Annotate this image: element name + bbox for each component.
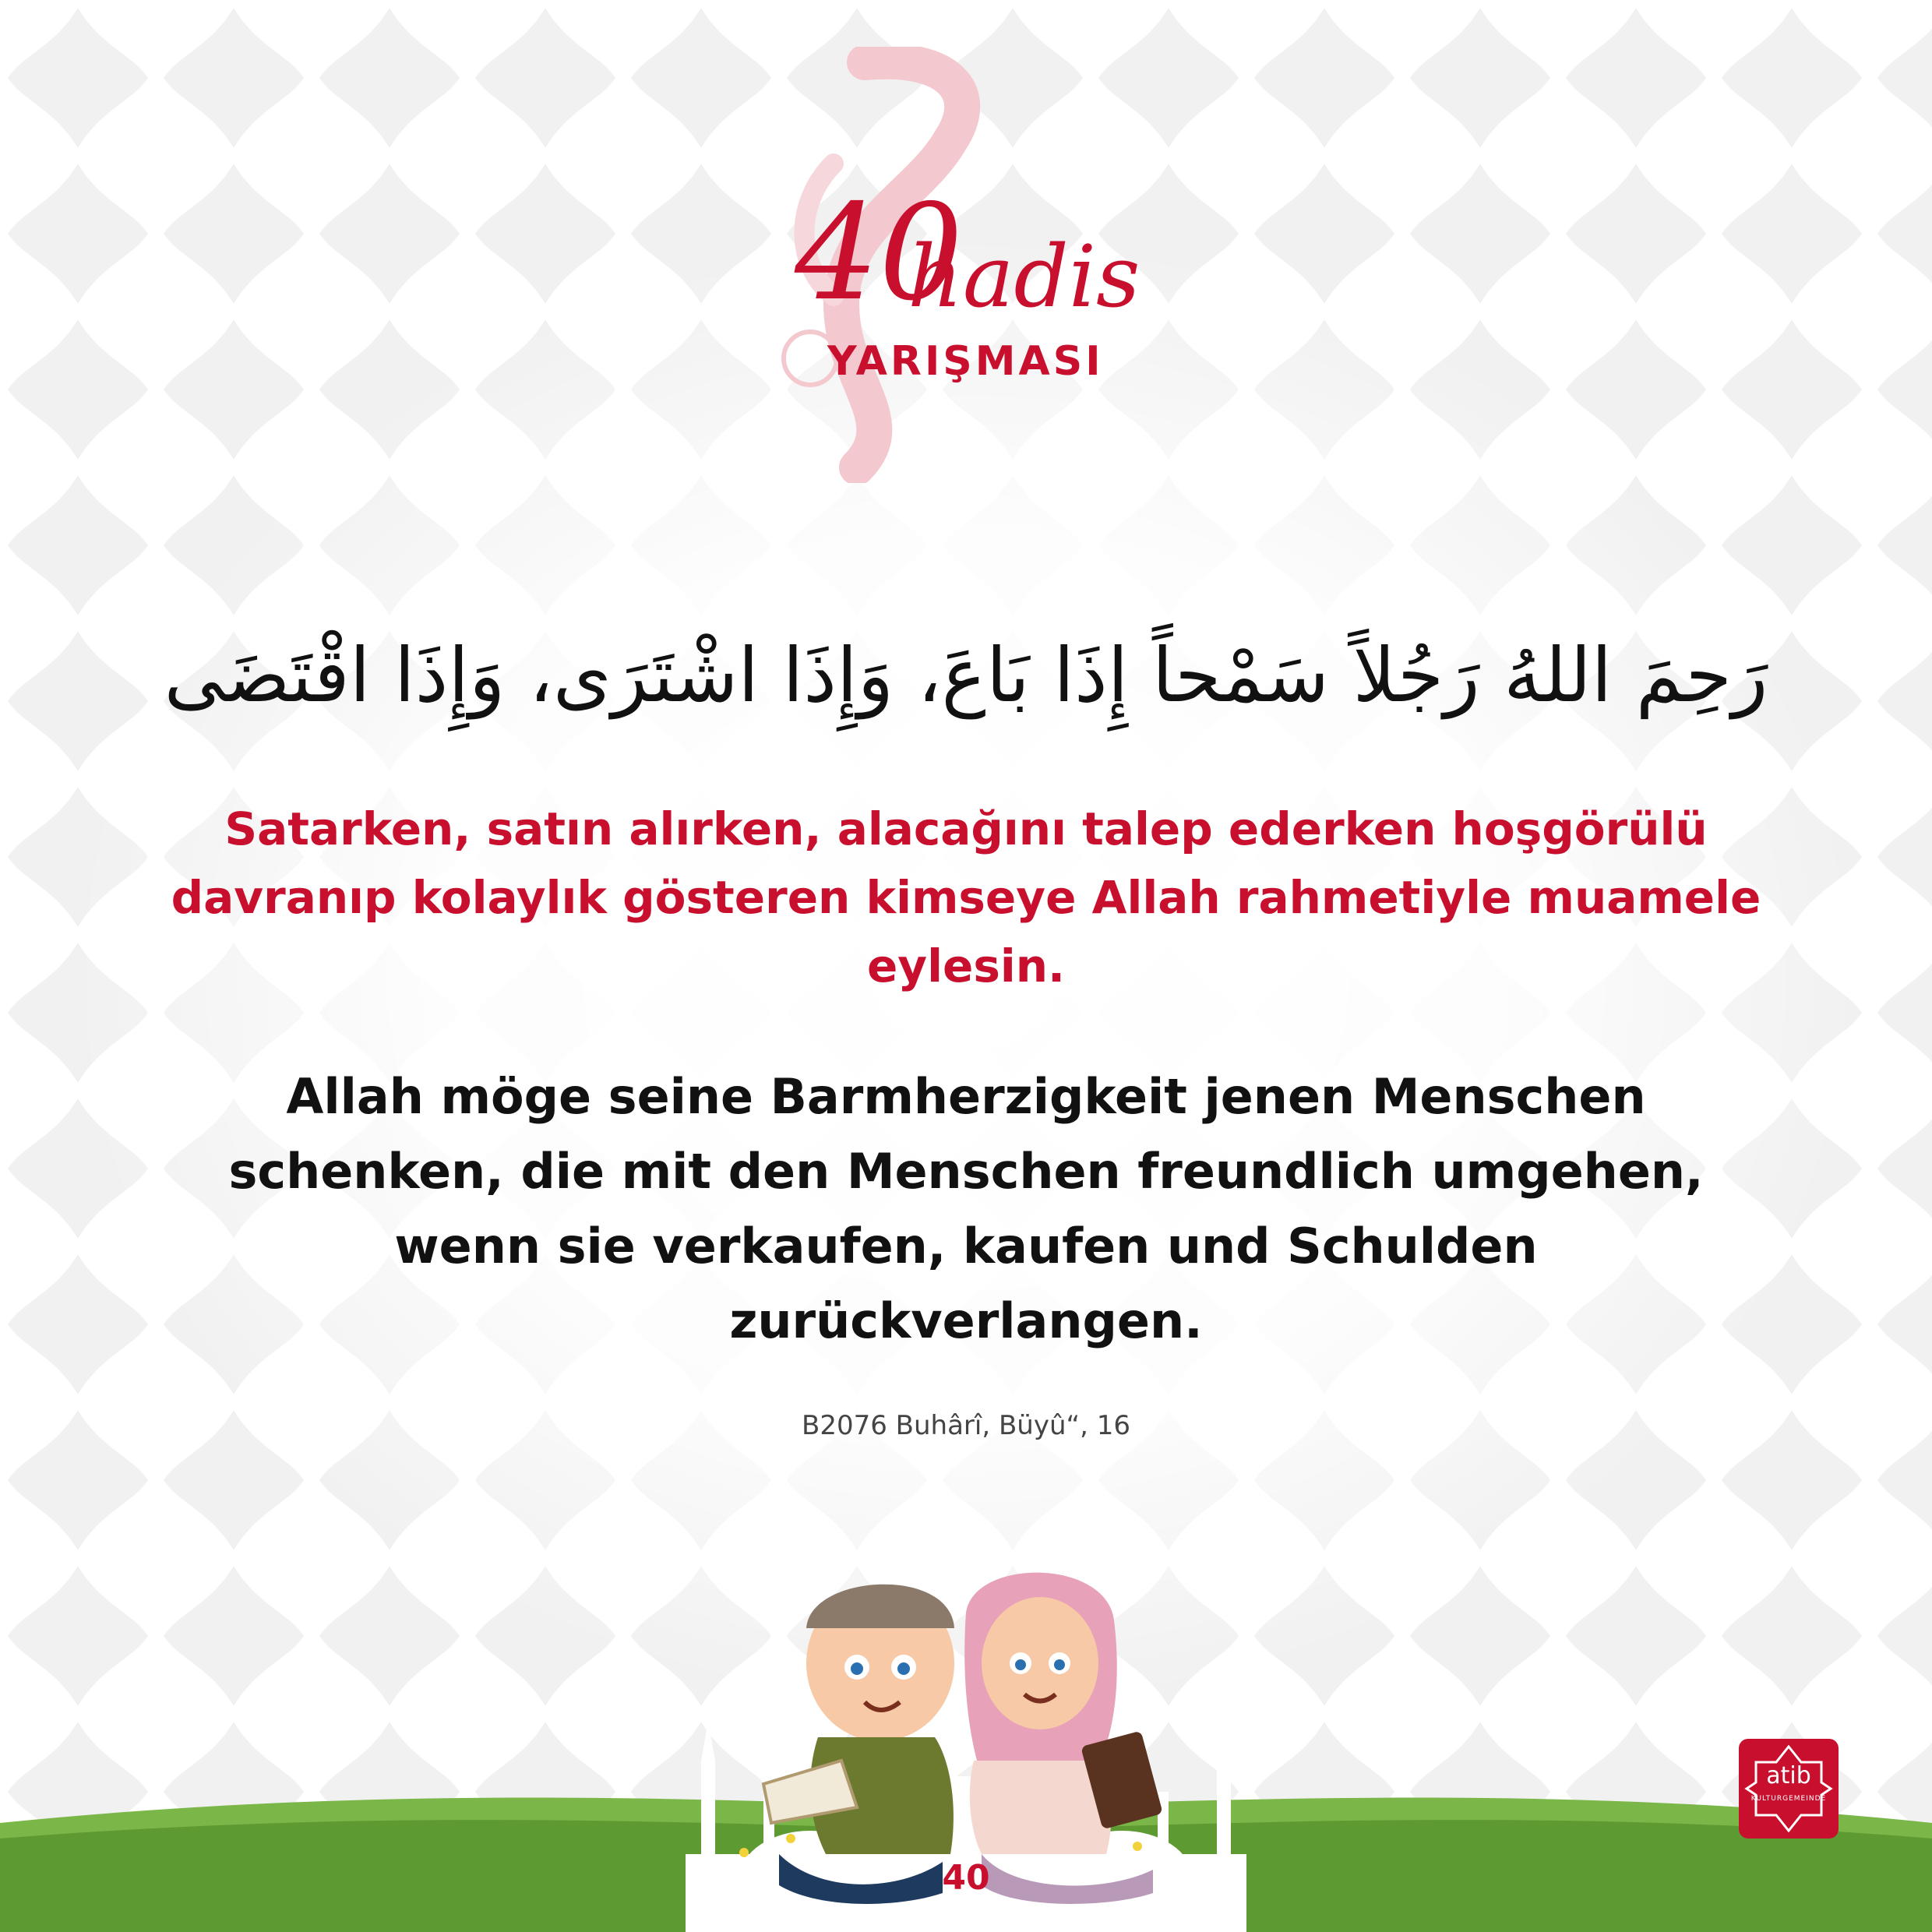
logo-word: hadis — [908, 227, 1141, 326]
atib-brand-text: atib — [1766, 1762, 1811, 1789]
mosque-silhouette — [686, 1722, 1246, 1932]
arabic-hadith-text: رَحِمَ اللهُ رَجُلاً سَمْحاً إِذَا بَاعَ، وَإِذَا اشْتَرَى، وَإِذَا اقْتَضَى — [164, 632, 1768, 719]
competition-logo — [748, 47, 1153, 483]
page-number: 40 — [942, 1858, 990, 1898]
german-translation: Allah möge seine Barmherzigkeit jenen Menschen schenken, die mit den Menschen freundlich umgehen, wenn sie verkaufen, kaufen und Schulden zurückverlangen. — [228, 1068, 1704, 1349]
hadith-source: B2076 Buhârî, Büyû“, 16 — [802, 1410, 1130, 1441]
turkish-translation: Satarken, satın alırken, alacağını talep ederken hoşgörülü davranıp kolaylık gösteren kimseye Allah rahmetiyle muamele eylesin. — [171, 802, 1761, 992]
logo-subtitle: YARIŞMASI — [827, 338, 1104, 385]
logo-number: 40 — [795, 176, 964, 330]
atib-brand-subtext: KULTURGEMEINDE — [1750, 1795, 1827, 1803]
